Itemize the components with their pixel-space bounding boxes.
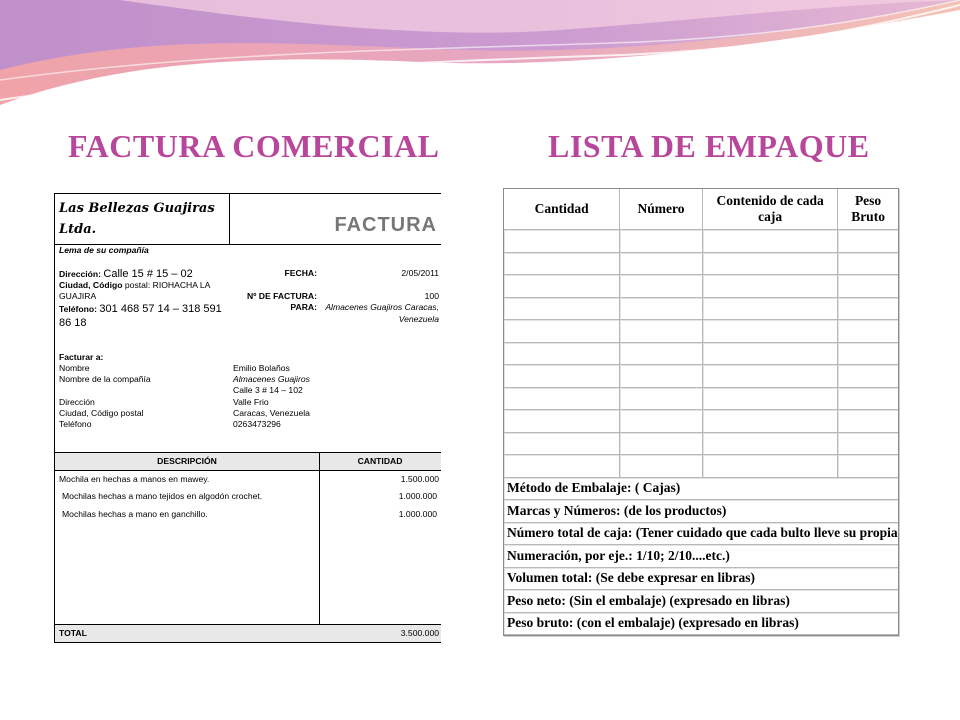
bill-name-value: Emilio Bolaños [233, 363, 290, 373]
bill-city-value: Caracas, Venezuela [233, 408, 310, 418]
packing-footer-text: Peso bruto: (con el embalaje) (expresado en libras) [504, 613, 898, 636]
packing-footer-row [504, 478, 898, 501]
bill-phone-label: Teléfono [59, 419, 92, 429]
total-label: TOTAL [59, 628, 87, 638]
packing-empty-row [504, 320, 898, 343]
packing-empty-cell [620, 365, 703, 388]
packing-empty-cell [838, 253, 897, 276]
packing-empty-cell [838, 410, 897, 433]
packing-empty-cell [838, 433, 897, 456]
company-slogan: Lema de su compañía [59, 245, 149, 255]
packing-empty-cell [703, 320, 839, 343]
packing-empty-cell [838, 298, 897, 321]
para-label: PARA: [290, 302, 317, 312]
sender-city [59, 280, 210, 290]
packing-empty-cell [620, 433, 703, 456]
packing-empty-cell [620, 320, 703, 343]
phone-value: 301 468 57 14 – 318 591 [99, 303, 222, 315]
item-quantity: 1.000.000 [398, 509, 437, 519]
invoice-number-label: Nº DE FACTURA: [247, 291, 317, 301]
company-name [59, 198, 227, 240]
packing-empty-cell [504, 275, 620, 298]
city-label: Ciudad, Código [59, 280, 123, 290]
invoice-doc-label: FACTURA [334, 214, 437, 236]
packing-empty-cell [620, 230, 703, 253]
packing-empty-cell [620, 455, 703, 478]
packing-empty-cell [838, 388, 897, 411]
bill-address-value: Valle Frio [233, 397, 269, 407]
item-description: Mochilas hechas a mano tejidos en algodón crochet. [62, 491, 263, 501]
packing-empty-cell [504, 410, 620, 433]
packing-empty-cell [620, 298, 703, 321]
header-cantidad: Cantidad [504, 189, 620, 230]
packing-empty-cell [620, 410, 703, 433]
packing-list [503, 188, 898, 636]
packing-empty-cell [838, 365, 897, 388]
city-value: RIOHACHA LA [152, 280, 211, 290]
packing-footer-row [504, 613, 898, 636]
packing-empty-cell [504, 230, 620, 253]
total-value: 3.500.000 [400, 628, 439, 638]
packing-empty-row [504, 433, 898, 456]
packing-footer-row [504, 500, 898, 523]
packing-header-row [504, 189, 898, 230]
packing-empty-cell [504, 388, 620, 411]
packing-empty-row [504, 343, 898, 366]
invoice-total-row [55, 624, 441, 643]
packing-footer-text: Volumen total: (Se debe expresar en libras) [504, 568, 898, 591]
sender-city-line2: GUAJIRA [59, 291, 97, 301]
bill-company-label: Nombre de la compañía [59, 374, 151, 384]
packing-footer-row [504, 545, 898, 568]
packing-empty-cell [504, 433, 620, 456]
packing-empty-row [504, 275, 898, 298]
item-quantity: 1.000.000 [398, 491, 437, 501]
invoice-header [55, 193, 441, 245]
header-divider [229, 194, 230, 244]
invoice-table-header [55, 452, 441, 471]
bill-to-label: Facturar a: [59, 352, 104, 362]
company-name-line1: Las Bellezas Guajiras [59, 201, 215, 216]
packing-empty-cell [703, 230, 839, 253]
header-descripcion: DESCRIPCIÓN [157, 456, 217, 466]
packing-empty-row [504, 298, 898, 321]
packing-footer-row [504, 590, 898, 613]
packing-empty-row [504, 410, 898, 433]
sender-phone [59, 303, 222, 315]
packing-empty-cell [504, 343, 620, 366]
date-value: 2/05/2011 [401, 268, 439, 278]
packing-empty-cell [703, 365, 839, 388]
packing-empty-row [504, 230, 898, 253]
packing-empty-cell [703, 455, 839, 478]
packing-footer-text: Peso neto: (Sin el embalaje) (expresado en libras) [504, 590, 898, 613]
table-column-divider [319, 452, 320, 642]
packing-empty-cell [504, 253, 620, 276]
packing-empty-cell [504, 320, 620, 343]
invoice-items-table [55, 452, 441, 642]
packing-empty-cell [504, 298, 620, 321]
bill-phone-value: 0263473296 [233, 419, 281, 429]
packing-empty-cell [620, 275, 703, 298]
bill-address-label: Dirección [59, 397, 95, 407]
header-peso-bruto: Peso Bruto [838, 189, 897, 230]
packing-empty-cell [838, 320, 897, 343]
packing-footer-text: Numeración, por eje.: 1/10; 2/10....etc.) [504, 545, 898, 568]
phone-label: Teléfono: [59, 304, 98, 314]
header-numero: Número [620, 189, 703, 230]
sender-phone-line2: 86 18 [59, 317, 87, 329]
para-value: Almacenes Guajiros Caracas, [325, 302, 439, 312]
commercial-invoice [54, 193, 441, 643]
title-factura-comercial: FACTURA COMERCIAL [68, 128, 440, 164]
item-description: Mochila en hechas a manos en mawey. [59, 474, 210, 484]
packing-empty-cell [703, 410, 839, 433]
invoice-number-value: 100 [424, 291, 439, 301]
address-label: Dirección: [59, 269, 102, 279]
header-contenido: Contenido de cada caja [703, 189, 839, 230]
item-description: Mochilas hechas a mano en ganchillo. [62, 509, 208, 519]
packing-footer-text: Número total de caja: (Tener cuidado que cada bulto lleve su propia [504, 523, 898, 546]
decorative-wave-banner [0, 0, 960, 120]
packing-empty-row [504, 253, 898, 276]
packing-footer-text: Marcas y Números: (de los productos) [504, 500, 898, 523]
sender-address [59, 268, 193, 280]
packing-empty-cell [504, 455, 620, 478]
packing-footer-row [504, 523, 898, 546]
packing-empty-cell [838, 343, 897, 366]
address-value: Calle 15 # 15 – 02 [103, 268, 193, 280]
packing-empty-row [504, 388, 898, 411]
packing-list-table [503, 188, 899, 636]
bill-company-value: Almacenes Guajiros [233, 374, 310, 384]
packing-empty-cell [703, 253, 839, 276]
packing-empty-row [504, 455, 898, 478]
packing-empty-cell [838, 230, 897, 253]
title-lista-de-empaque: LISTA DE EMPAQUE [548, 128, 870, 164]
header-cantidad: CANTIDAD [357, 456, 403, 466]
packing-empty-cell [703, 433, 839, 456]
packing-empty-cell [703, 343, 839, 366]
packing-empty-cell [838, 455, 897, 478]
packing-empty-cell [620, 253, 703, 276]
bill-name-label: Nombre [59, 363, 90, 373]
packing-empty-cell [620, 388, 703, 411]
bill-address-line: Calle 3 # 14 – 102 [233, 385, 303, 395]
city-label-postal: postal: [124, 280, 151, 290]
packing-footer-text: Método de Embalaje: ( Cajas) [504, 478, 898, 501]
item-quantity: 1.500.000 [400, 474, 439, 484]
packing-empty-cell [504, 365, 620, 388]
packing-empty-cell [703, 298, 839, 321]
para-value-line2: Venezuela [398, 314, 439, 324]
packing-empty-cell [703, 275, 839, 298]
packing-empty-row [504, 365, 898, 388]
company-name-line2: Ltda. [59, 222, 97, 237]
packing-footer-row [504, 568, 898, 591]
packing-empty-cell [703, 388, 839, 411]
packing-empty-cell [838, 275, 897, 298]
bill-city-label: Ciudad, Código postal [59, 408, 144, 418]
packing-empty-cell [620, 343, 703, 366]
date-label: FECHA: [284, 268, 317, 278]
